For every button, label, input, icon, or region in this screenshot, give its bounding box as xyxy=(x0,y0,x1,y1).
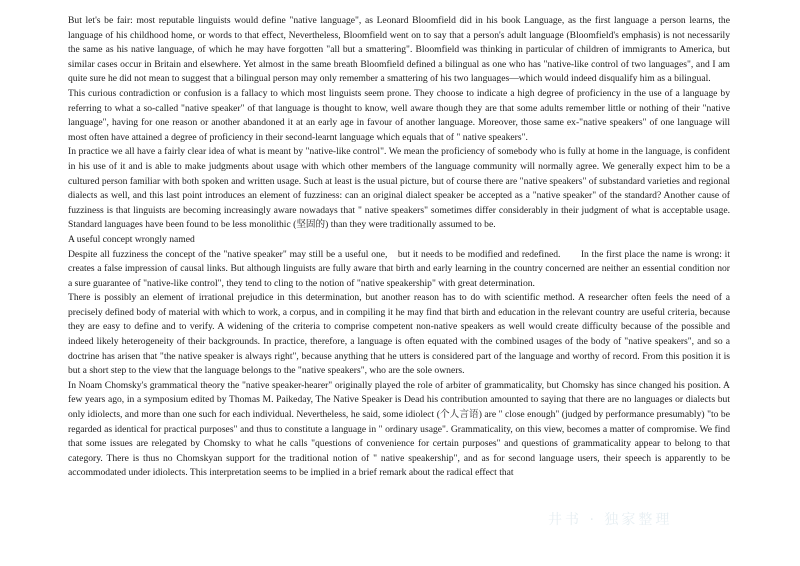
paragraph-contradiction: This curious contradiction or confusion is a fallacy to which most linguists seem prone. They choose to indicate a high degree of proficiency in the use of a language by referring to what a so-called "native speaker" of that language is thought to know, well aware though they are that some adults remember little or nothing of their "native language", having for one reason or another abandoned it at an early age in favour of another language. Moreover, those same ex-"native speakers" of one language will most often have attained a degree of proficiency in their second-learnt language which equals that of " native speakers". xyxy=(68,87,730,143)
section-heading: A useful concept wrongly named xyxy=(68,233,195,245)
paragraph-native-like-control: In practice we all have a fairly clear idea of what is meant by "native-like control". We mean the proficiency of somebody who is fully at home in the language, is confident in his use of it and is able to make judgments about usage with which other members of the language community will normally agree. We generally expect him to be a cultured person familiar with both spoken and written usage. Such at least is the usual picture, but of course there are "native speakers" of substandard varieties and regional dialects as well, and this last point introduces an element of fuzziness: can an original dialect speaker be accepted as a "native speaker" of the standard? Another cause of fuzziness is that linguists are becoming increasingly aware nowadays that " native speakers" sometimes differ considerably in their judgment of what is acceptable usage. Standard languages have been found to be less monolithic (坚固的) than they were traditionally assumed to be. xyxy=(68,146,730,231)
document-body xyxy=(68,14,730,481)
paragraph-scientific-method: There is possibly an element of irrational prejudice in this determination, but another reason has to do with scientific method. A researcher often feels the need of a precisely defined body of material with which to work, a corpus, and in compiling it he may find that birth and education in the relevant country are useful criteria, because they are easy to define and to verify. A widening of the criteria to comprise competent non-native speakers as well would create difficulty because of the possible and indeed likely heterogeneity of their backgrounds. In practice, therefore, a language is often equated with the combined usages of the body of "native speakers", and so a doctrine has arisen that "the native speaker is always right", because anything that he utters is considered part of the language and worthy of record. From this position it is but a short step to the view that the language belongs to the "native speakers", who are the sole owners. xyxy=(68,292,730,377)
paragraph-bloomfield-definition: But let's be fair: most reputable linguists would define "native language", as Leonard Bloomfield did in his book Language, as the first language a person learns, the language of his childhood home, or words to that effect, Nevertheless, Bloomfield went on to say that a person's adult language (Bloomfield's emphasis) is not necessarily the same as his native language, of which he may have forgotten "all but a smattering". Bloomfield was thinking in particular of children of immigrants to America, but similar cases occur in Britain and elsewhere. Yet almost in the same breath Bloomfield defined a bilingual as one who has "native-like control of two languages", and I am quite sure he did not mean to suggest that a bilingual person may only remember a smattering of his two languages—which would indeed disqualify him as a bilingual. xyxy=(68,15,730,85)
watermark: 井书 · 独家整理 xyxy=(548,512,673,528)
paragraph-fuzziness: Despite all fuzziness the concept of the "native speaker" may still be a useful one, but it needs to be modified and redefined. In the first place the name is wrong: it creates a false impression of causal links. But although linguists are fully aware that birth and early learning in the country concerned are neither an essential condition nor a sure guarantee of "native-like control", they tend to cling to the notion of "native speakership" with great determination. xyxy=(68,248,730,289)
paragraph-chomsky: In Noam Chomsky's grammatical theory the "native speaker-hearer" originally played the role of arbiter of grammaticality, but Chomsky has since changed his position. A few years ago, in a symposium edited by Thomas M. Paikeday, The Native Speaker is Dead his contribution amounted to saying that there are no languages or dialects but only idiolects, and more than one such for each individual. Nevertheless, he said, some idiolect (个人言语) are " close enough" (judged by performance presumably) "to be regarded as identical for practical purposes" and thus to constitute a language in " ordinary usage". Grammaticality, on this view, becomes a matter of compromise. We find that some issues are relegated by Chomsky to what he calls "questions of convenience for certain purposes" and questions of grammaticality appear to belong to that category. There is thus no Chomskyan support for the traditional notion of " native speakership", and as for second language users, their speech is apparently to be accommodated under idiolects. This interpretation seems to be implied in a brief remark about the radical effect that xyxy=(68,379,730,479)
